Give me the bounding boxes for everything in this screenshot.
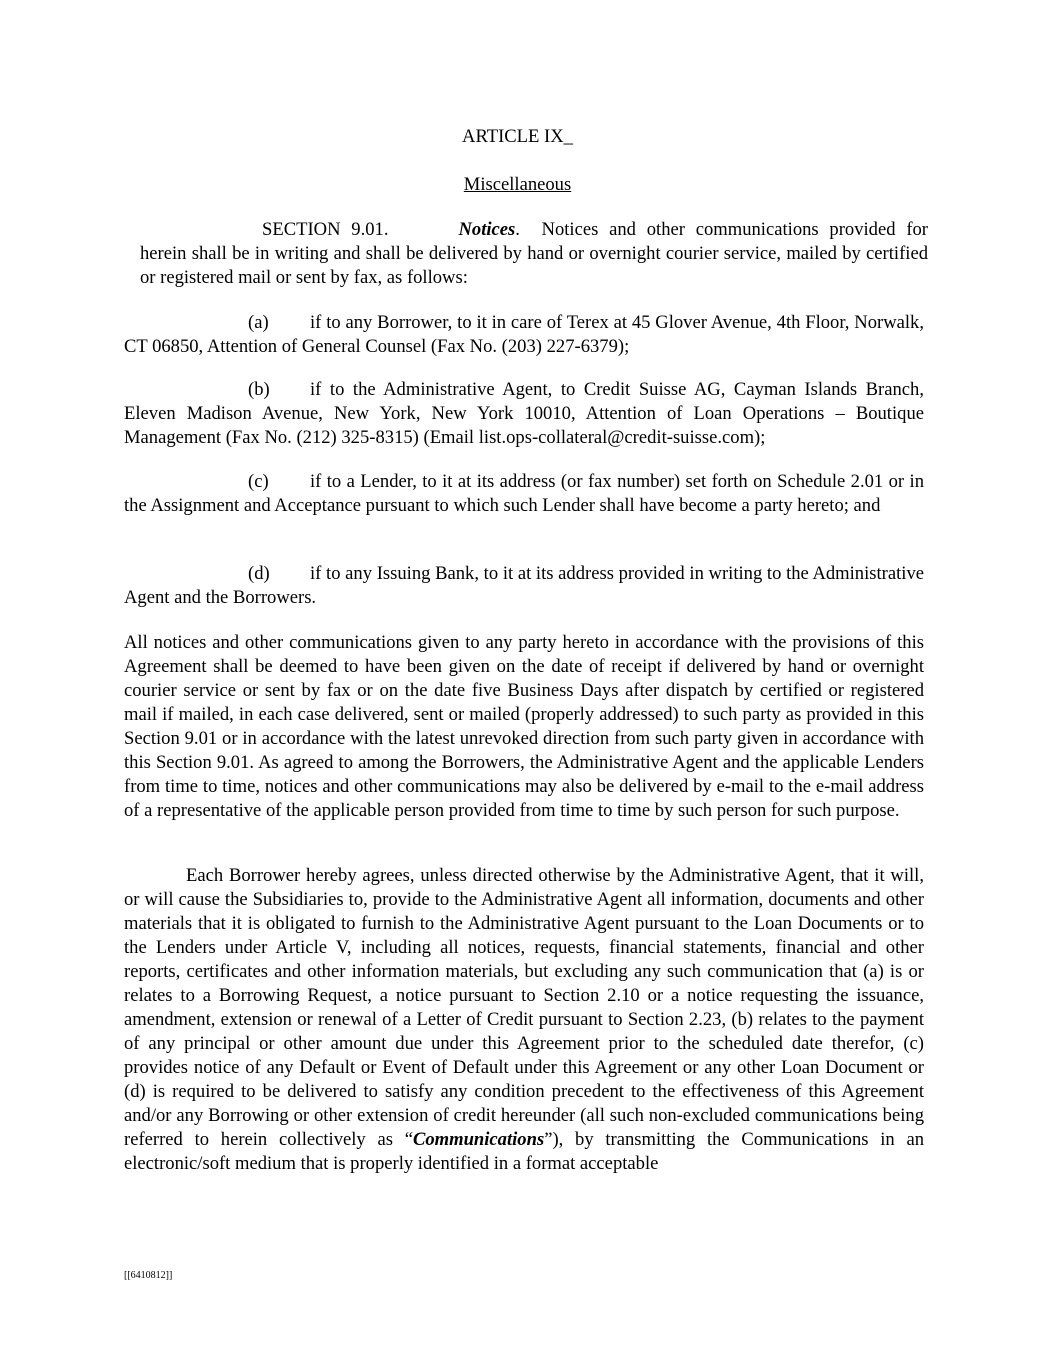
clause-text: if to any Borrower, to it in care of Terex at 45 Glover Avenue, 4th Floor, Norwalk, CT 06850, Attention of General Counsel (Fax No. (203) 227-6379); bbox=[124, 312, 924, 357]
article-title: ARTICLE IX_ bbox=[462, 126, 573, 147]
clause-a bbox=[124, 311, 924, 359]
paragraph-each-borrower: Each Borrower hereby agrees, unless directed otherwise by the Administrative Agent, that it will, or will cause the Subsidiaries to, provide to the Administrative Agent all information, documents and other materials that it is obligated to furnish to the Administrative Agent pursuant to the Loan Documents or to the Lenders under Article V, including all notices, requests, financial statements, financial and other reports, certificates and other information materials, but excluding any such communication that (a) is or relates to a Borrowing Request, a notice pursuant to Section 2.10 or a notice requesting the issuance, amendment, extension or renewal of a Letter of Credit pursuant to Section 2.23, (b) relates to the payment of any principal or other amount due under this Agreement prior to the scheduled date therefor, (c) provides notice of any Default or Event of Default under this Agreement or any other Loan Document or (d) is required to be delivered to satisfy any condition precedent to the effectiveness of this Agreement and/or any Borrowing or other extension of credit hereunder (all such non-excluded communications being referred to herein collectively as “Communications”), by transmitting the Communications in an electronic/soft medium that is properly identified in a format acceptable bbox=[124, 865, 924, 1174]
clause-label: (d) bbox=[248, 563, 270, 584]
clause-label: (b) bbox=[248, 379, 270, 400]
clause-d bbox=[124, 562, 924, 610]
clause-text: if to the Administrative Agent, to Credit Suisse AG, Cayman Islands Branch, Eleven Madison Avenue, New York, New York 10010, Attention of Loan Operations – Boutique Management (Fax No. (212) 325-8315) (Email list.ops-collateral@credit-suisse.com); bbox=[124, 379, 924, 448]
clause-b bbox=[124, 378, 924, 450]
clause-label: (a) bbox=[248, 312, 269, 333]
clause-label: (c) bbox=[248, 471, 269, 492]
section-intro: Notices and other communications provided for herein shall be in writing and shall be delivered by hand or overnight courier service, mailed by certified or registered mail or sent by fax, as follows: bbox=[140, 219, 928, 288]
clause-text: if to any Issuing Bank, to it at its address provided in writing to the Administrative Agent and the Borrowers. bbox=[124, 563, 924, 608]
article-subtitle: Miscellaneous bbox=[463, 174, 572, 195]
clause-c bbox=[124, 470, 924, 518]
defined-term-communications: Communications bbox=[412, 1129, 545, 1150]
paragraph-all-notices: All notices and other communications given to any party hereto in accordance with the provisions of this Agreement shall be deemed to have been given on the date of receipt if delivered by hand or overnight courier service or sent by fax or on the date five Business Days after dispatch by certified or registered mail if mailed, in each case delivered, sent or mailed (properly addressed) to such party as provided in this Section 9.01 or in accordance with the latest unrevoked direction from such party given in accordance with this Section 9.01. As agreed to among the Borrowers, the Administrative Agent and the applicable Lenders from time to time, notices and other communications may also be delivered by e-mail to the e-mail address of a representative of the applicable person provided from time to time by such person for such purpose. bbox=[124, 632, 924, 821]
section-9-01 bbox=[140, 218, 928, 290]
section-heading-punct: . bbox=[515, 219, 520, 240]
section-heading: Notices bbox=[458, 219, 516, 240]
clause-text: if to a Lender, to it at its address (or fax number) set forth on Schedule 2.01 or in the Assignment and Acceptance pursuant to which such Lender shall have become a party hereto; and bbox=[124, 471, 924, 516]
section-number: SECTION 9.01. bbox=[262, 219, 389, 240]
footer-document-id: [[6410812]] bbox=[124, 1270, 173, 1281]
